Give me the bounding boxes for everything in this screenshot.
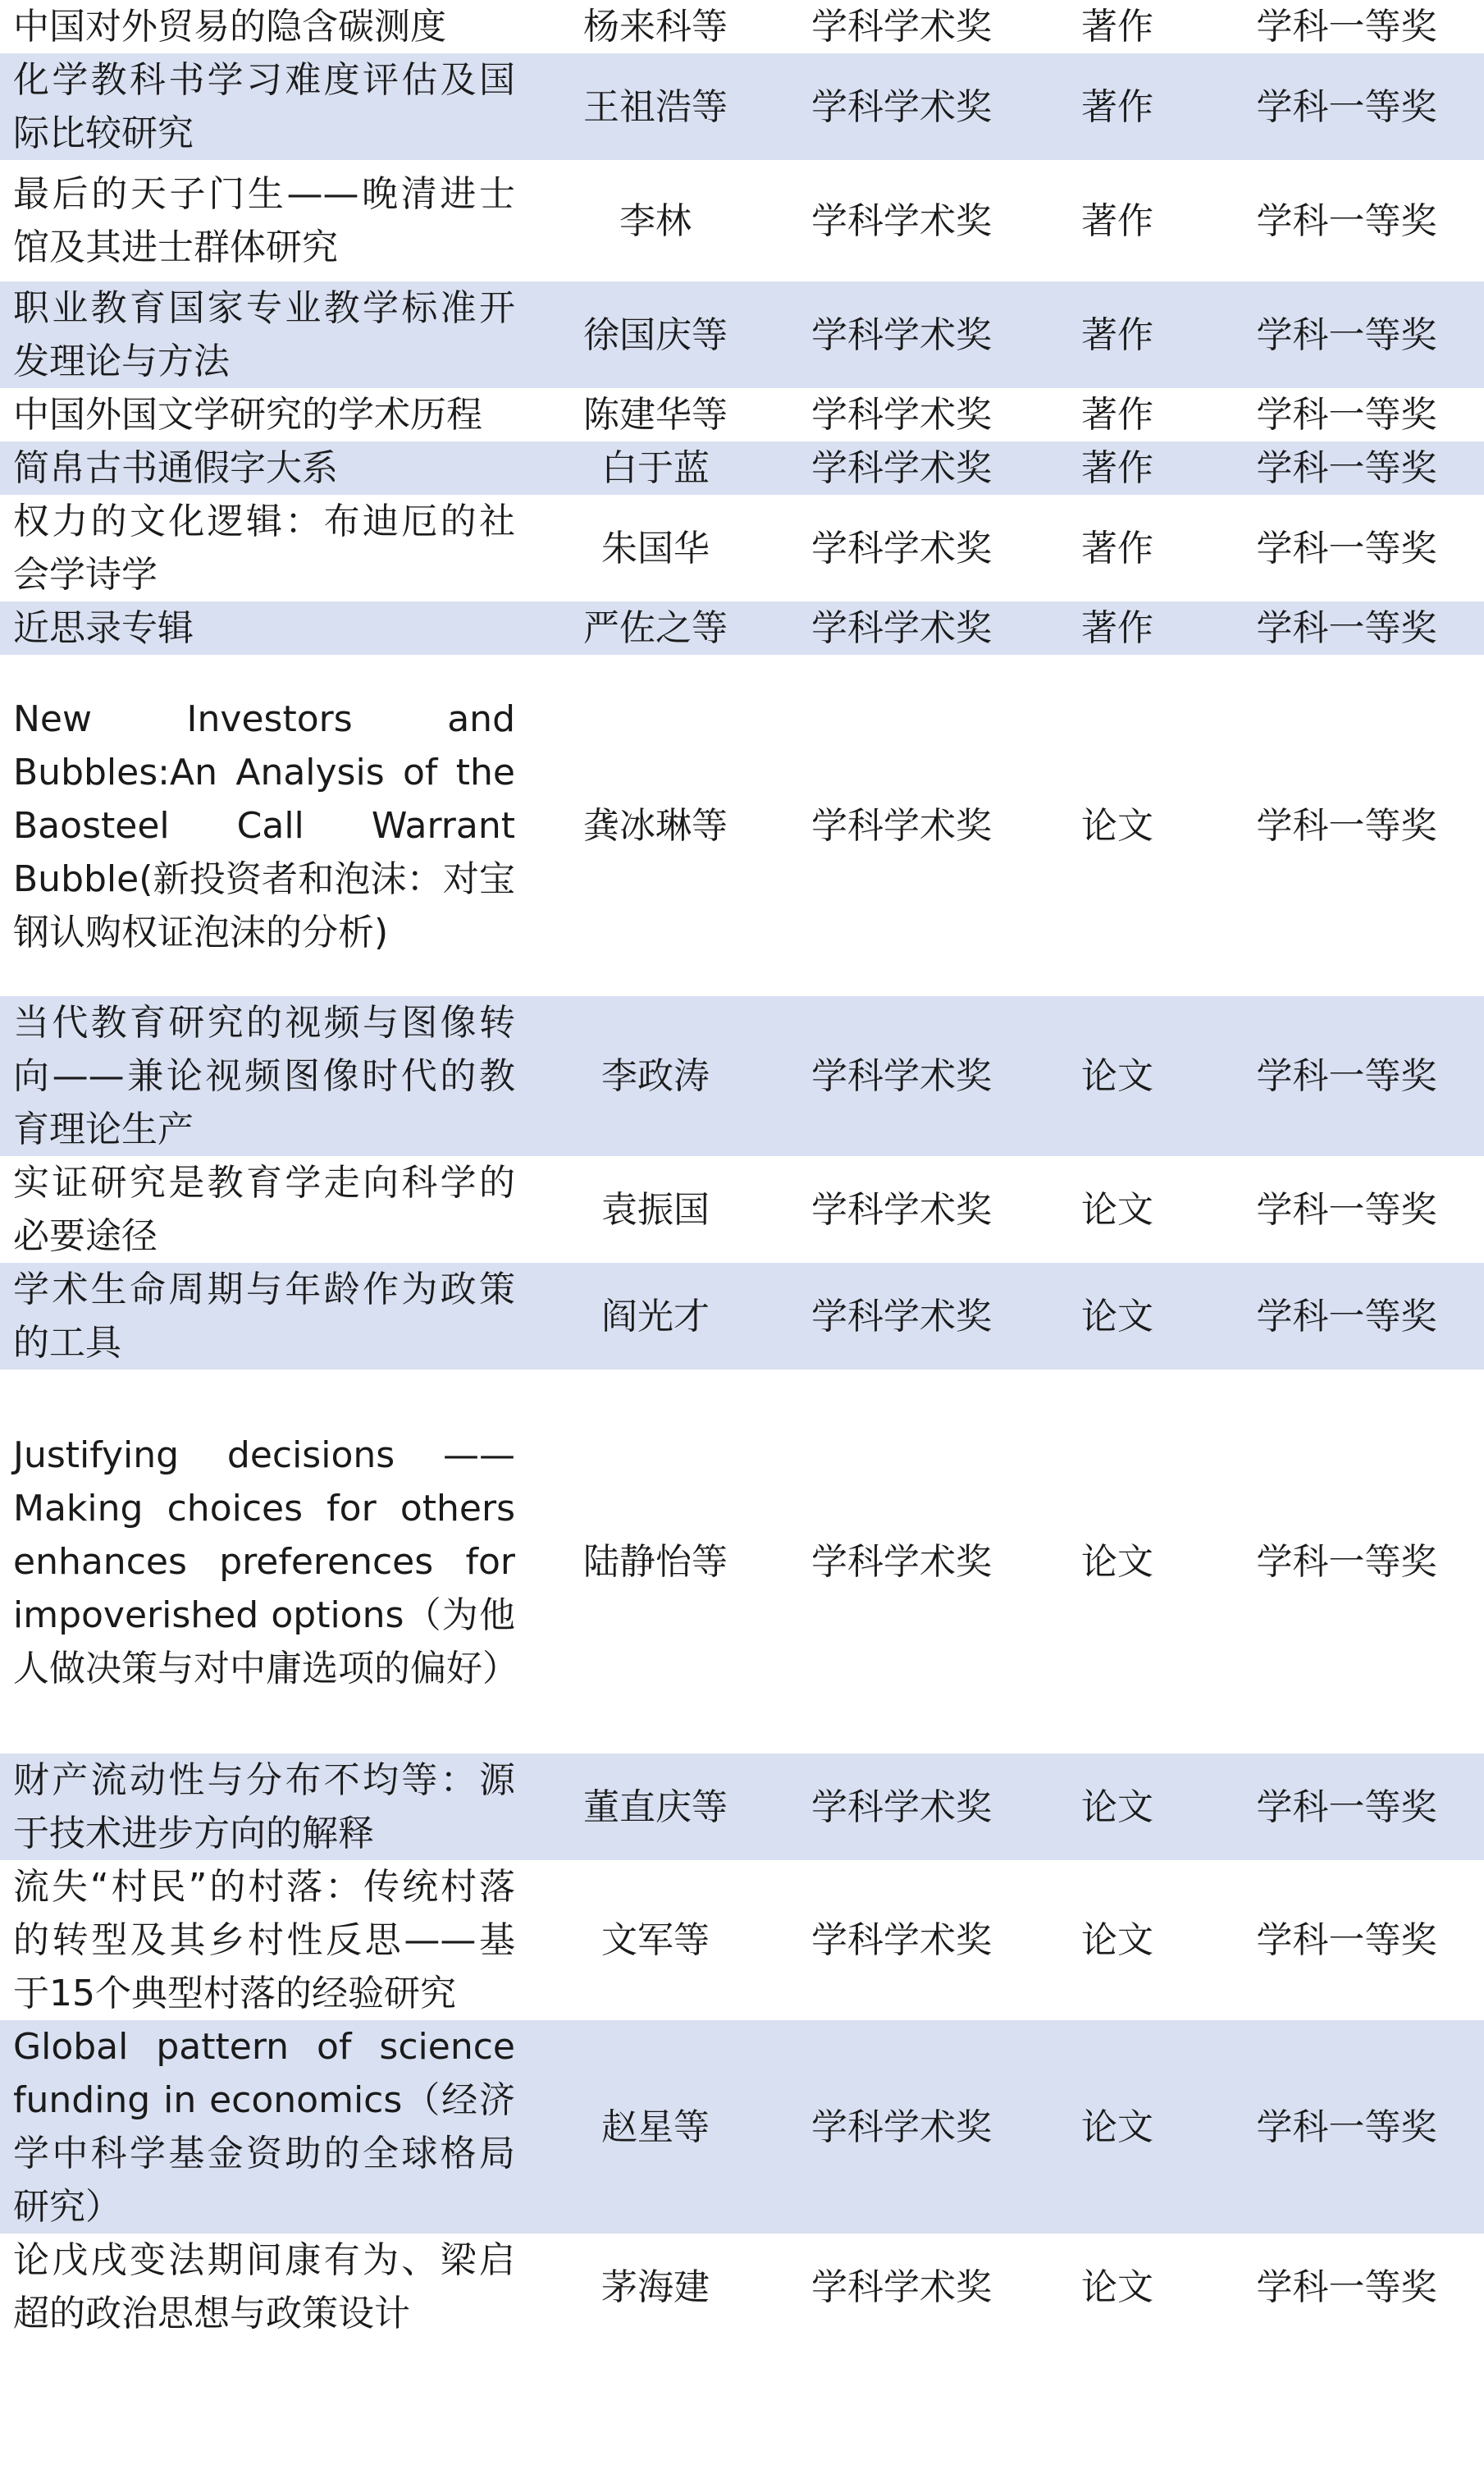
cell-title: 职业教育国家专业教学标准开发理论与方法 [0, 281, 533, 388]
cell-author: 阎光才 [533, 1263, 778, 1369]
cell-level: 学科一等奖 [1256, 804, 1437, 847]
cell-title: 实证研究是教育学走向科学的必要途径 [13, 1162, 515, 1257]
cell-type: 论文 [1081, 1919, 1153, 1961]
cell-award: 学科学术奖 [811, 1919, 992, 1961]
cell-level: 学科一等奖 [1256, 527, 1437, 569]
table-row [0, 441, 1484, 495]
cell-title: 学术生命周期与年龄作为政策的工具 [0, 1263, 533, 1369]
cell-type: 论文 [1025, 996, 1209, 1156]
table-row [0, 2020, 1484, 2234]
cell-author: 陆静怡等 [583, 1540, 728, 1583]
table-row [0, 601, 1484, 655]
cell-level: 学科一等奖 [1209, 1263, 1484, 1369]
cell-author: 赵星等 [533, 2020, 778, 2234]
cell-level: 学科一等奖 [1209, 601, 1484, 655]
cell-type: 著作 [1025, 601, 1209, 655]
cell-type: 著作 [1025, 281, 1209, 388]
cell-type: 论文 [1081, 1188, 1153, 1231]
cell-award: 学科学术奖 [811, 1188, 992, 1231]
cell-type: 论文 [1025, 2020, 1209, 2234]
cell-title: 化学教科书学习难度评估及国际比较研究 [0, 53, 533, 160]
cell-award: 学科学术奖 [778, 281, 1025, 388]
cell-title: 当代教育研究的视频与图像转向——兼论视频图像时代的教育理论生产 [0, 996, 533, 1156]
table-row [0, 1753, 1484, 1860]
cell-type: 论文 [1081, 804, 1153, 847]
cell-level: 学科一等奖 [1209, 281, 1484, 388]
cell-level: 学科一等奖 [1209, 441, 1484, 495]
cell-level: 学科一等奖 [1256, 199, 1437, 242]
cell-level: 学科一等奖 [1256, 1188, 1437, 1231]
cell-title: Global pattern of science funding in economics（经济学中科学基金资助的全球格局研究） [0, 2020, 533, 2234]
cell-title: 近思录专辑 [0, 601, 533, 655]
cell-title: 财产流动性与分布不均等：源于技术进步方向的解释 [0, 1753, 533, 1860]
cell-author: 徐国庆等 [533, 281, 778, 388]
table-row [0, 495, 1484, 601]
cell-level: 学科一等奖 [1209, 1753, 1484, 1860]
cell-type: 论文 [1081, 1540, 1153, 1583]
cell-award: 学科学术奖 [811, 804, 992, 847]
cell-author: 朱国华 [601, 527, 710, 569]
cell-author: 严佐之等 [533, 601, 778, 655]
table-row [0, 1369, 1484, 1753]
cell-type: 著作 [1081, 394, 1153, 436]
cell-title: 权力的文化逻辑：布迪厄的社会学诗学 [13, 501, 515, 596]
cell-author: 李林 [619, 199, 692, 242]
cell-title: 简帛古书通假字大系 [0, 441, 533, 495]
cell-award: 学科学术奖 [811, 527, 992, 569]
cell-award: 学科学术奖 [811, 199, 992, 242]
table-row [0, 1860, 1484, 2020]
table-row [0, 2234, 1484, 2340]
cell-level: 学科一等奖 [1256, 1540, 1437, 1583]
table-row [0, 388, 1484, 441]
cell-award: 学科学术奖 [778, 996, 1025, 1156]
cell-title: 最后的天子门生——晚清进士馆及其进士群体研究 [13, 173, 515, 268]
cell-award: 学科学术奖 [778, 53, 1025, 160]
cell-title: 流失“村民”的村落：传统村落的转型及其乡村性反思——基于15个典型村落的经验研究 [13, 1866, 515, 2014]
cell-award: 学科学术奖 [811, 394, 992, 436]
cell-title: 论戊戌变法期间康有为、梁启超的政治思想与政策设计 [13, 2239, 515, 2334]
cell-award: 学科学术奖 [778, 2020, 1025, 2234]
cell-level: 学科一等奖 [1256, 394, 1437, 436]
table-row [0, 1156, 1484, 1263]
cell-author: 茅海建 [601, 2266, 710, 2308]
cell-level: 学科一等奖 [1209, 2020, 1484, 2234]
cell-type: 著作 [1025, 441, 1209, 495]
cell-award: 学科学术奖 [811, 6, 992, 48]
table-row [0, 281, 1484, 388]
table-row [0, 160, 1484, 281]
cell-author: 龚冰琳等 [583, 804, 728, 847]
cell-author: 王祖浩等 [533, 53, 778, 160]
cell-award: 学科学术奖 [778, 441, 1025, 495]
cell-type: 著作 [1081, 199, 1153, 242]
cell-level: 学科一等奖 [1256, 6, 1437, 48]
table-row [0, 0, 1484, 53]
cell-level: 学科一等奖 [1256, 2266, 1437, 2308]
cell-award: 学科学术奖 [811, 2266, 992, 2308]
cell-author: 文军等 [601, 1919, 710, 1961]
cell-type: 论文 [1025, 1753, 1209, 1860]
cell-author: 董直庆等 [533, 1753, 778, 1860]
cell-author: 李政涛 [533, 996, 778, 1156]
cell-award: 学科学术奖 [778, 1753, 1025, 1860]
cell-title: 中国外国文学研究的学术历程 [13, 394, 482, 436]
cell-author: 杨来科等 [583, 6, 728, 48]
cell-type: 著作 [1025, 53, 1209, 160]
cell-title: New Investors and Bubbles:An Analysis of the Baosteel Call Warrant Bubble(新投资者和泡沫：对宝钢认购权证泡沫的分析) [13, 697, 515, 953]
cell-level: 学科一等奖 [1209, 996, 1484, 1156]
cell-level: 学科一等奖 [1209, 53, 1484, 160]
cell-author: 袁振国 [601, 1188, 710, 1231]
cell-type: 著作 [1081, 6, 1153, 48]
cell-type: 论文 [1025, 1263, 1209, 1369]
table-row [0, 1263, 1484, 1369]
cell-type: 论文 [1081, 2266, 1153, 2308]
cell-title: Justifying decisions —— Making choices for others enhances preferences for impoverished options（为他人做决策与对中庸选项的偏好） [13, 1433, 518, 1689]
cell-author: 白于蓝 [533, 441, 778, 495]
cell-level: 学科一等奖 [1256, 1919, 1437, 1961]
cell-type: 著作 [1081, 527, 1153, 569]
table-row [0, 53, 1484, 160]
cell-award: 学科学术奖 [778, 601, 1025, 655]
cell-title: 中国对外贸易的隐含碳测度 [13, 6, 446, 48]
table-row [0, 655, 1484, 996]
cell-award: 学科学术奖 [778, 1263, 1025, 1369]
table-row [0, 996, 1484, 1156]
cell-author: 陈建华等 [583, 394, 728, 436]
cell-award: 学科学术奖 [811, 1540, 992, 1583]
